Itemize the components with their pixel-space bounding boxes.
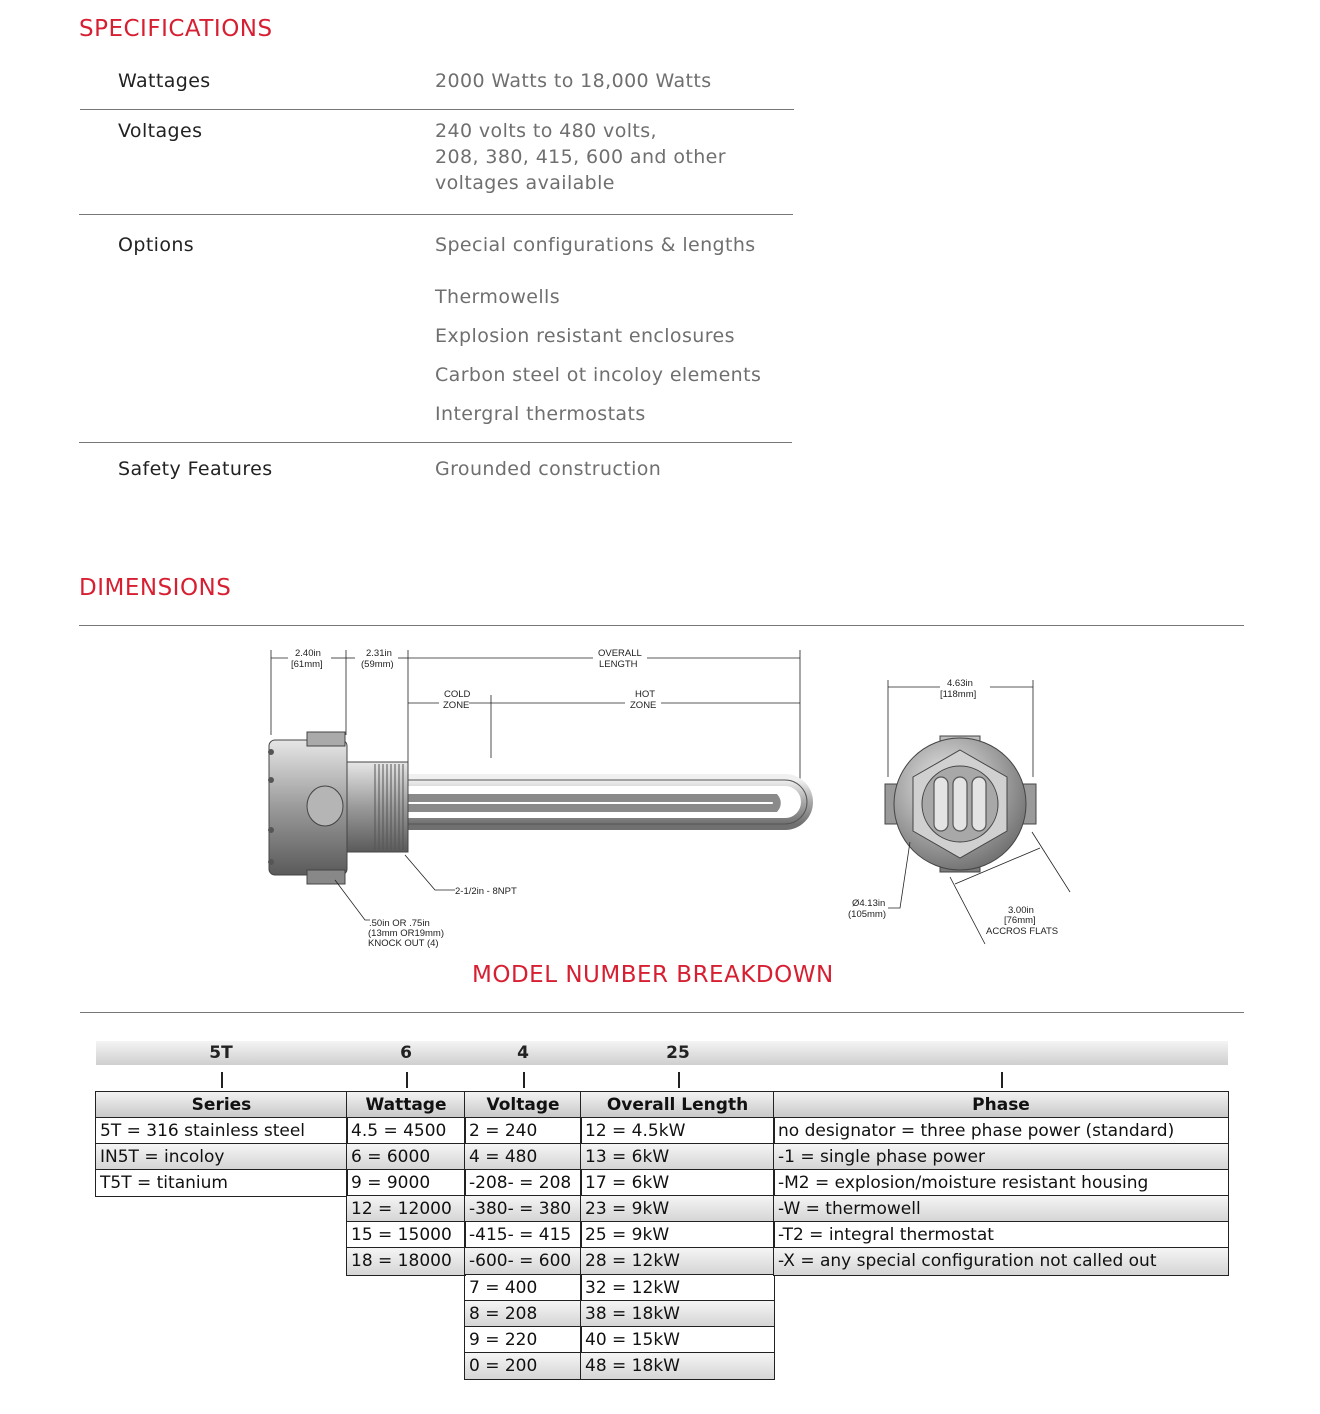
voltage-cell: -208- = 208 [465,1170,581,1196]
overall-length-cell: 23 = 9kW [581,1196,774,1222]
dim-nipple-text: 2.31in [366,648,392,659]
model-code-voltage: 4 [517,1043,529,1063]
wattage-header: Wattage [347,1092,465,1118]
spec-value-safety: Grounded construction [435,458,662,480]
spec-value-voltages-2: 208, 380, 415, 600 and other [435,146,726,168]
thread-callout-text: 2-1/2in - 8NPT [455,886,517,897]
dim-diameter-text: (105mm) [848,909,887,920]
model-divider [80,1012,1244,1013]
heater-side-view [255,640,825,955]
dimensions-divider [79,625,1244,626]
model-code-series: 5T [209,1043,233,1063]
wattage-cell: 15 = 15000 [347,1222,465,1248]
model-tick [523,1072,525,1088]
wattage-cell: 4.5 = 4500 [347,1118,465,1144]
dim-end-width-text: [118mm] [940,689,977,700]
dim-diameter-text: Ø4.13in [852,898,886,909]
dim-overall-text: LENGTH [599,659,638,670]
dim-nipple-text: (59mm) [361,659,394,670]
series-cell: IN5T = incoloy [96,1144,347,1170]
dim-head-width-text: 2.40in [295,648,321,659]
dim-head-width-text: [61mm] [291,659,323,670]
spec-value-options-3: Explosion resistant enclosures [435,325,735,347]
series-cell: T5T = titanium [100,1173,228,1194]
spec-divider [79,442,792,443]
voltage-cell: -415- = 415 [465,1222,581,1248]
wattage-cell: 18 = 18000 [347,1248,465,1274]
spec-value-options-5: Intergral thermostats [435,403,646,425]
phase-cell: -X = any special configuration not called out [774,1248,1228,1274]
voltage-header: Voltage [465,1092,581,1118]
phase-cell: -M2 = explosion/moisture resistant housing [774,1170,1228,1196]
specifications-title: SPECIFICATIONS [79,16,273,42]
model-tick [221,1072,223,1088]
spec-value-options-1: Special configurations & lengths [435,234,756,256]
spec-value-voltages-1: 240 volts to 480 volts, [435,120,657,142]
spec-label-options: Options [118,234,195,256]
voltage-cell: -600- = 600 [465,1248,581,1274]
wattage-column [346,1091,466,1276]
phase-cell: no designator = three phase power (standard) [774,1118,1228,1144]
model-tick [406,1072,408,1088]
voltage-column [464,1091,582,1380]
voltage-cell: 8 = 208 [465,1301,581,1327]
spec-label-wattages: Wattages [118,70,211,92]
model-code-length: 25 [666,1043,690,1063]
overall-length-column [580,1091,775,1380]
dim-flats-text: [76mm] [1004,915,1036,926]
voltage-cell: 2 = 240 [465,1118,581,1144]
spec-divider [80,109,794,110]
dimensions-title: DIMENSIONS [79,575,232,601]
dim-flats-text: ACCROS FLATS [986,926,1059,937]
model-code-wattage: 6 [400,1043,412,1063]
voltage-cell: 7 = 400 [465,1275,581,1301]
overall-length-cell: 28 = 12kW [581,1248,774,1274]
dim-cold-text: COLD [444,689,471,700]
overall-length-cell: 38 = 18kW [581,1301,774,1327]
model-tick [678,1072,680,1088]
phase-header: Phase [774,1092,1228,1118]
series-cell: 5T = 316 stainless steel [96,1118,347,1144]
overall-length-cell: 13 = 6kW [581,1144,774,1170]
model-breakdown-title: MODEL NUMBER BREAKDOWN [472,962,834,988]
spec-label-safety: Safety Features [118,458,273,480]
overall-length-cell: 32 = 12kW [581,1275,774,1301]
knockout-callout-text: (13mm OR19mm) [368,928,445,939]
wattage-cell: 9 = 9000 [347,1170,465,1196]
overall-length-cell: 25 = 9kW [581,1222,774,1248]
dim-hot-text: HOT [635,689,656,700]
series-column [95,1091,348,1197]
overall-length-cell: 48 = 18kW [581,1353,774,1379]
spec-label-voltages: Voltages [118,120,203,142]
dim-hot-text: ZONE [630,700,657,711]
voltage-cell: 9 = 220 [465,1327,581,1353]
phase-column [773,1091,1229,1276]
dim-flats-text: 3.00in [1008,905,1034,916]
overall-length-cell: 17 = 6kW [581,1170,774,1196]
phase-cell: -W = thermowell [774,1196,1228,1222]
dim-overall-text: OVERALL [598,648,642,659]
phase-cell: -T2 = integral thermostat [774,1222,1228,1248]
dim-cold-text: ZONE [443,700,470,711]
heater-end-view [840,672,1080,952]
spec-value-options-2: Thermowells [435,286,561,308]
voltage-cell: 4 = 480 [465,1144,581,1170]
voltage-cell: -380- = 380 [465,1196,581,1222]
overall-length-header: Overall Length [581,1092,774,1118]
overall-length-cell: 40 = 15kW [581,1327,774,1353]
model-tick [1001,1072,1003,1088]
phase-cell: -1 = single phase power [774,1144,1228,1170]
spec-value-voltages-3: voltages available [435,172,615,194]
wattage-cell: 12 = 12000 [347,1196,465,1222]
model-code-band [96,1041,1228,1065]
spec-value-wattages: 2000 Watts to 18,000 Watts [435,70,712,92]
wattage-cell: 6 = 6000 [347,1144,465,1170]
spec-divider [79,214,793,215]
knockout-callout-text: .50in OR .75in [369,918,430,929]
overall-length-cell: 12 = 4.5kW [581,1118,774,1144]
voltage-cell: 0 = 200 [465,1353,581,1379]
spec-value-options-4: Carbon steel ot incoloy elements [435,364,762,386]
knockout-callout-text: KNOCK OUT (4) [368,938,439,949]
series-header: Series [96,1092,347,1118]
dim-end-width-text: 4.63in [947,678,973,689]
